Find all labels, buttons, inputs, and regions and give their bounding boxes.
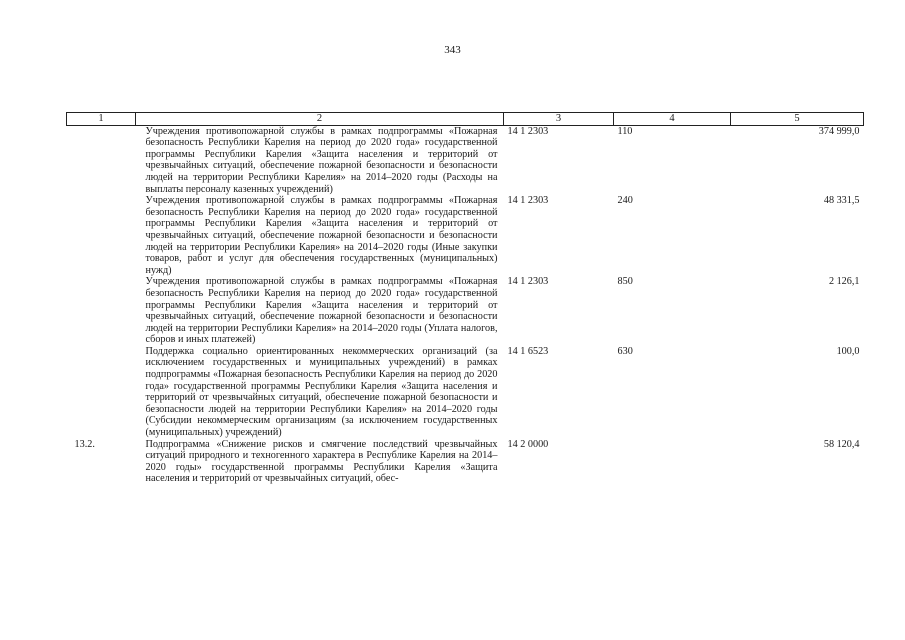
table-row <box>67 439 864 485</box>
header-col-4: 4 <box>614 113 731 126</box>
row-amount: 374 999,0 <box>818 125 860 137</box>
row-index <box>67 276 136 346</box>
table-header <box>67 113 864 126</box>
row-index <box>67 346 136 439</box>
row-description: Поддержка социально ориентированных некоммерческих организаций (за исключением государственных и муниципальных учреждений) в рамках подпрограммы «Пожарная безопасность Республики Карелия на период до 2020 года» государственной программы Республики Карелия «Защита населения и территорий от чрезвычайных ситуаций, обеспечение пожарной безопасности и безопасности людей на территории Республики Карелия» на 2014–2020 годы (Субсидии некоммерческим организациям (за исключением государственных (муниципальных) учреждений) <box>145 345 498 439</box>
table-row <box>67 195 864 276</box>
row-code: 14 2 0000 <box>507 438 549 450</box>
header-col-5: 5 <box>731 113 864 126</box>
row-expense-type: 240 <box>617 195 633 207</box>
row-amount: 48 331,5 <box>823 195 860 207</box>
row-expense-type: 850 <box>617 276 633 288</box>
header-col-3: 3 <box>504 113 614 126</box>
row-code: 14 1 2303 <box>507 125 549 137</box>
budget-table <box>66 112 864 485</box>
header-col-2: 2 <box>136 113 504 126</box>
row-index <box>67 195 136 276</box>
row-code: 14 1 2303 <box>507 276 549 288</box>
table-row <box>67 346 864 439</box>
row-amount: 100,0 <box>836 345 860 357</box>
row-expense-type <box>614 439 731 485</box>
row-index: 13.2. <box>74 438 95 450</box>
row-index <box>67 125 136 195</box>
header-col-1: 1 <box>67 113 136 126</box>
row-code: 14 1 6523 <box>507 345 549 357</box>
row-amount: 58 120,4 <box>823 438 860 450</box>
row-description: Подпрограмма «Снижение рисков и смягчение последствий чрезвычайных ситуаций природного и техногенного характера в Республике Карелия на 2014–2020 годы» государственной программы Республики Карелия «Защита населения и территорий от чрезвычайных ситуаций, обес- <box>145 438 498 485</box>
table-row <box>67 276 864 346</box>
row-description: Учреждения противопожарной службы в рамках подпрограммы «Пожарная безопасность Республики Карелия на период до 2020 года» государственной программы Республики Карелия «Защита населения и территорий от чрезвычайных ситуаций, обеспечение пожарной безопасности и безопасности людей на территории Республики Карелия» на 2014–2020 годы (Иные закупки товаров, работ и услуг для обеспечения государственных (муниципальных) нужд) <box>145 195 498 276</box>
row-expense-type: 630 <box>617 345 633 357</box>
row-amount: 2 126,1 <box>828 276 860 288</box>
page-number: 343 <box>444 44 461 56</box>
row-code: 14 1 2303 <box>507 195 549 207</box>
table-row <box>67 125 864 195</box>
row-description: Учреждения противопожарной службы в рамках подпрограммы «Пожарная безопасность Республики Карелия на период до 2020 года» государственной программы Республики Карелия «Защита населения и территорий от чрезвычайных ситуаций, обеспечение пожарной безопасности и безопасности людей на территории Республики Карелия» на 2014–2020 годы (Уплата налогов, сборов и иных платежей) <box>145 276 498 346</box>
row-expense-type: 110 <box>617 125 633 137</box>
row-description: Учреждения противопожарной службы в рамках подпрограммы «Пожарная безопасность Республики Карелия на период до 2020 года» государственной программы Республики Карелия «Защита населения и территорий от чрезвычайных ситуаций, обеспечение пожарной безопасности и безопасности людей на территории Республики Карелия» на 2014–2020 годы (Расходы на выплаты персоналу казенных учреждений) <box>145 125 498 195</box>
